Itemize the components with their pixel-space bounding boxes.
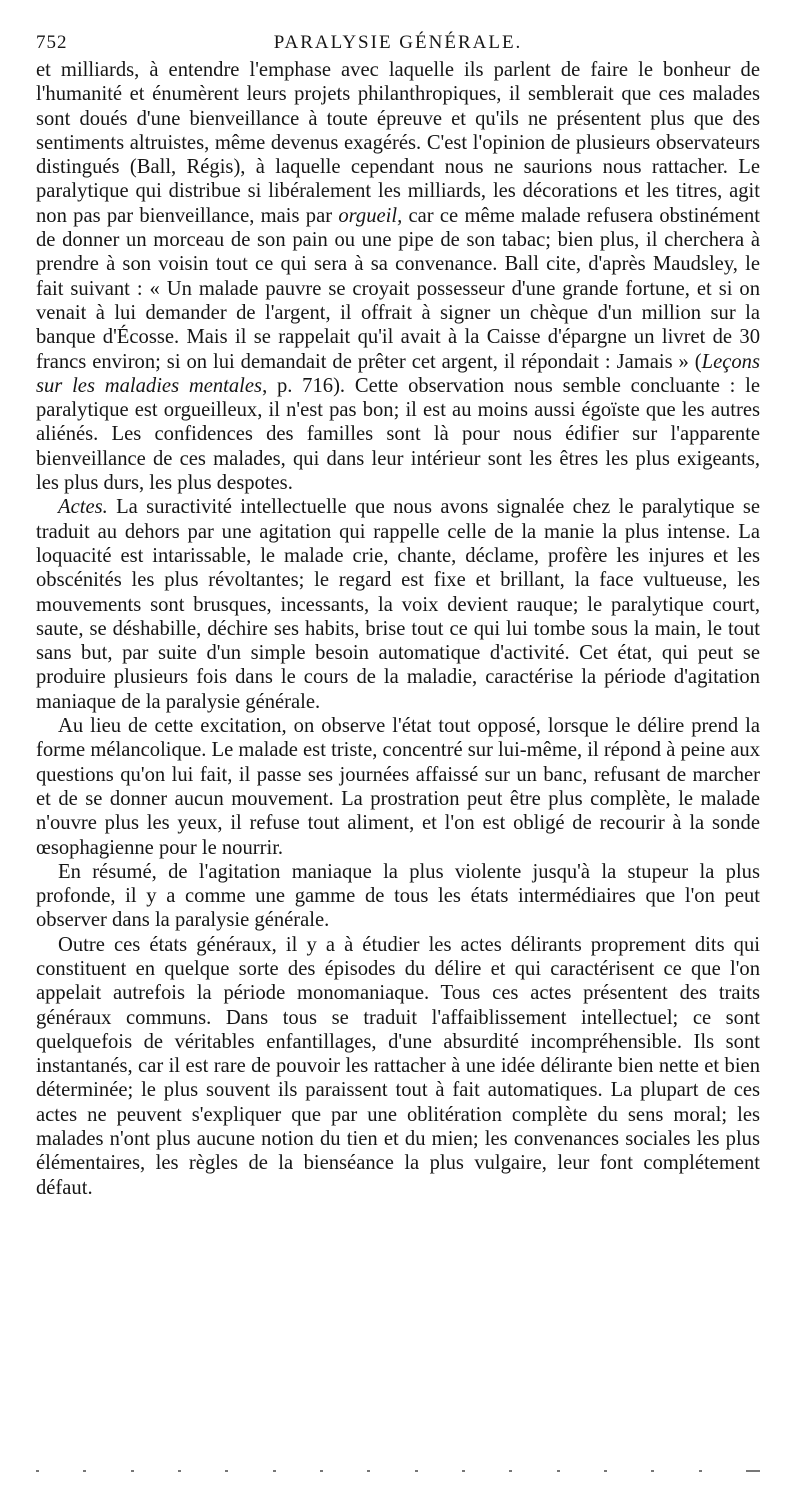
italic-text: Actes. xyxy=(58,496,108,519)
paragraph xyxy=(36,714,760,860)
text-run: , p. 716). Cette observation nous semble concluante : le paralytique est orgueilleux, il n'est pas bon; il est au moins aussi égoïste que les autres aliénés. Les confidences des familles sont là pour nous édifier sur l'apparente bienveillance de ces malades, qui dans leur intérieur sont les êtres les plus exigeants, les plus durs, les plus despotes. xyxy=(36,374,760,495)
text-run: Outre ces états généraux, il y a à étudier les actes délirants proprement dits qui constituent en quelque sorte des épisodes du délire et qui caractérisent ce que l'on appelait autrefois la période monomaniaque. Tous ces actes présentent des traits généraux communs. Dans tous se traduit l'affaiblissement intellectuel; ce sont quelquefois de véritables enfantillages, d'une absurdité incompréhensible. Ils sont instantanés, car il est rare de pouvoir les rattacher à une idée délirante bien nette et bien déterminée; le plus souvent ils paraissent tout à fait automatiques. La plupart de ces actes ne peuvent s'expliquer que par une oblitération complète du sens moral; les malades n'ont plus aucune notion du tien et du mien; les convenances sociales les plus élémentaires, les règles de la bienséance la plus vulgaire, leur font complétement défaut. xyxy=(36,933,760,1199)
paragraph xyxy=(36,58,760,495)
running-title: PARALYSIE GÉNÉRALE. xyxy=(273,32,523,53)
paragraph xyxy=(36,933,760,1200)
text-run: La suractivité intellectuelle que nous avons signalée chez le paralytique se traduit au dehors par une agitation qui rappelle celle de la manie la plus intense. La loquacité est intarissable, le malade crie, chante, déclame, profère les injures et les obscénités les plus révoltantes; le regard est fixe et brillant, la face vultueuse, les mouvements sont brusques, incessants, la voix devient rauque; le paralytique court, saute, se déshabille, déchire ses habits, brise tout ce qui lui tombe sous la main, le tout sans but, par suite d'un simple besoin automatique d'activité. Cet état, qui peut se produire plusieurs fois dans le cours de la maladie, caractérise la période d'agitation maniaque de la paralysie générale. xyxy=(36,496,760,713)
text-run: Au lieu de cette excitation, on observe l'état tout opposé, lorsque le délire prend la forme mélancolique. Le malade est triste, concentré sur lui-même, il répond à peine aux questions qu'on lui fait, il passe ses journées affaissé sur un banc, refusant de marcher et de se donner aucun mouvement. La prostration peut être plus complète, le malade n'ouvre plus les yeux, il refuse tout aliment, et l'on est obligé de recourir à la sonde œsophagienne pour le nourrir. xyxy=(36,715,760,859)
text-run: En résumé, de l'agitation maniaque la plus violente jusqu'à la stupeur la plus profonde, il y a comme une gamme de tous les états intermédiaires que l'on peut observer dans la paralysie générale. xyxy=(36,860,760,932)
italic-text: orgueil, xyxy=(338,204,403,227)
text-run: car ce même malade refusera obstinément de donner un morceau de son pain ou une pipe de son tabac; bien plus, il cherchera à prendre à son voisin tout ce qui sera à sa convenance. Ball cite, d'après Maudsley, le fait suivant : « Un malade pauvre se croyait possesseur d'une grande fortune, et si on venait à lui demander de l'argent, il offrait à signer un chèque d'un million sur la banque d'Écosse. Mais il se rappelait qu'il avait à la Caisse d'épargne un livret de 30 francs environ; si on lui demandait de prêter cet argent, il répondait : Jamais » ( xyxy=(36,204,760,373)
body-text xyxy=(36,58,760,1200)
book-page xyxy=(36,30,760,1200)
paragraph xyxy=(36,860,760,933)
text-run: et milliards, à entendre l'emphase avec laquelle ils parlent de faire le bonheur de l'humanité et énumèrent leurs projets philanthropiques, il semblerait que ces malades sont doués d'une bienveillance à toute épreuve et qu'ils ne présentent plus que des sentiments altruistes, même devenus exagérés. C'est l'opinion de plusieurs observateurs distingués (Ball, Régis), à laquelle cependant nous ne saurions nous rattacher. Le paralytique qui distribue si libéralement les milliards, les décorations et les titres, agit non pas par bienveillance, mais par xyxy=(36,59,760,227)
page-number: 752 xyxy=(36,32,68,53)
italic-text: Leçons sur les maladies mentales xyxy=(36,350,760,397)
page-header xyxy=(36,30,760,58)
bottom-artifact-line xyxy=(36,1468,760,1474)
paragraph xyxy=(36,495,760,714)
